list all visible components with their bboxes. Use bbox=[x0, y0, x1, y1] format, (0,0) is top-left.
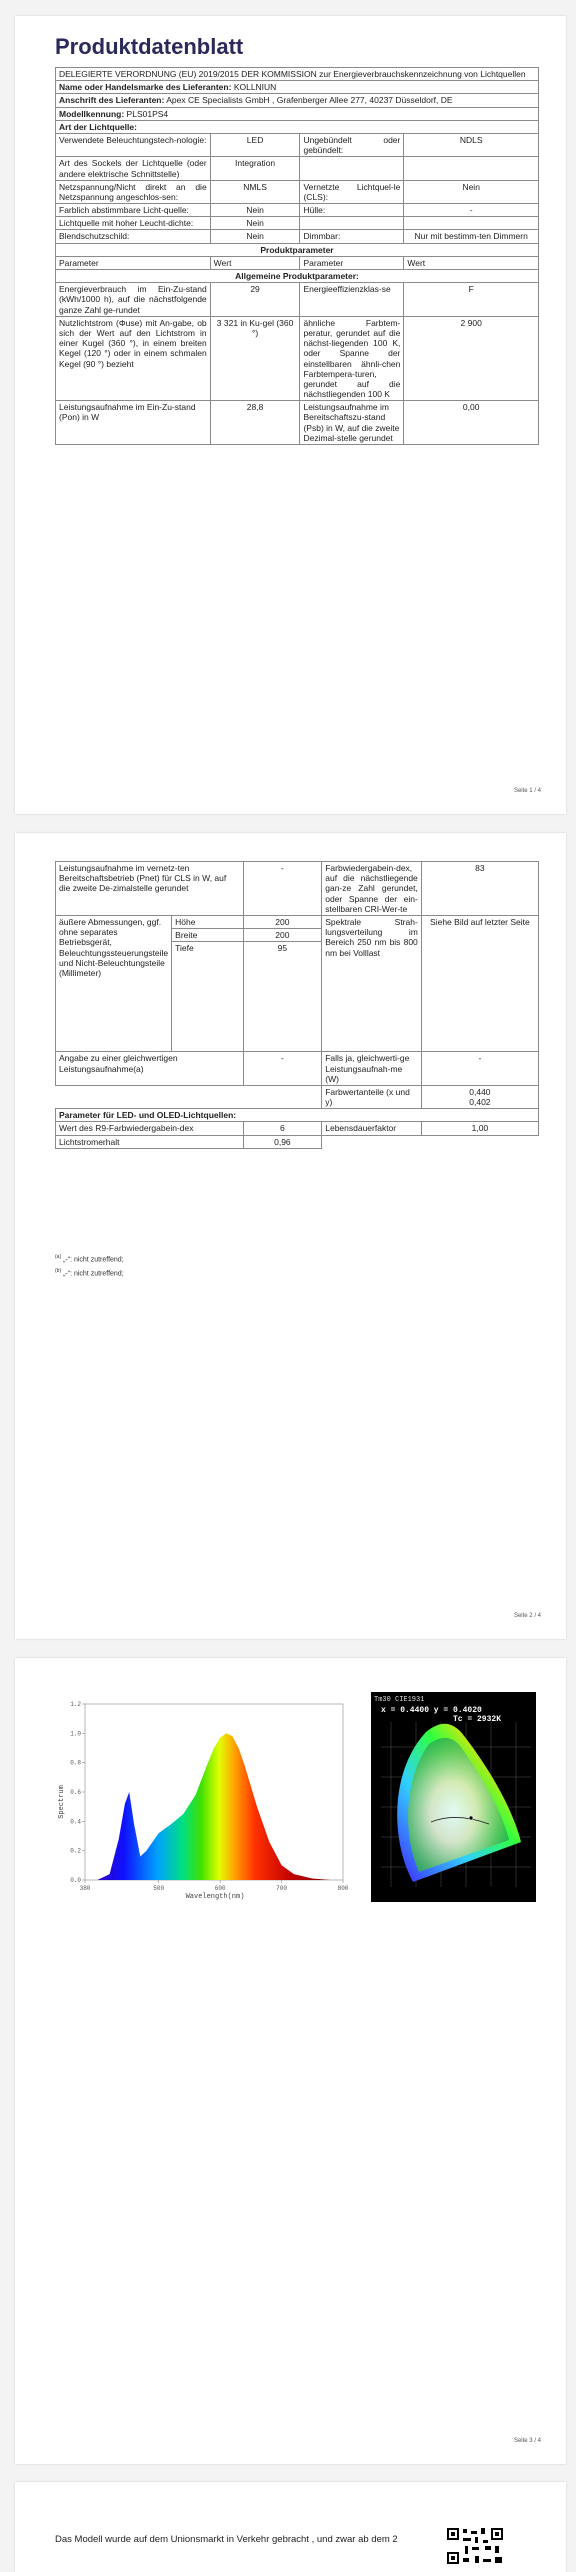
dim-name: Breite bbox=[172, 929, 243, 942]
cie-diagram bbox=[371, 1692, 536, 1902]
supplier-label: Name oder Handelsmarke des Lieferanten: bbox=[59, 82, 232, 93]
param-value: 28,8 bbox=[210, 401, 300, 445]
light-type-label: Netzspannung/Nicht direkt an die Netzspannung angeschlos-sen: bbox=[56, 180, 211, 203]
table-header-row bbox=[56, 256, 539, 269]
led-params-header: Parameter für LED- und OLED-Lichtquellen: bbox=[56, 1109, 539, 1122]
params-table-continued bbox=[55, 861, 539, 1149]
page-number: Seite 1 / 4 bbox=[513, 788, 541, 794]
equiv-value: - bbox=[243, 1052, 322, 1086]
r9-label: Wert des R9-Farbwiedergabein-dex bbox=[56, 1122, 244, 1135]
supplier-row bbox=[56, 81, 539, 94]
spectral-label: Spektrale Strah-lungsverteilung im Bereich 250 nm bis 800 nm bei Volllast bbox=[322, 915, 422, 1051]
dim-value: 95 bbox=[243, 942, 322, 1052]
param-value: 83 bbox=[421, 862, 538, 916]
market-date-text: Das Modell wurde auf dem Unionsmarkt in Verkehr gebracht , und zwar ab dem 2 bbox=[55, 2534, 398, 2545]
maint-value: 0,96 bbox=[243, 1135, 322, 1148]
address-row bbox=[56, 94, 539, 107]
x-tick-label: 800 bbox=[337, 1885, 349, 1892]
table-row bbox=[56, 230, 539, 243]
table-row bbox=[56, 1052, 539, 1086]
param-label: Leistungsaufnahme im vernetz-ten Bereitschaftsbetrieb (Pnet) für CLS in W, auf die zweite De-zimalstelle gerundet bbox=[56, 862, 244, 916]
page-4 bbox=[15, 2482, 566, 2572]
dim-name: Höhe bbox=[172, 915, 243, 928]
model-row bbox=[56, 107, 539, 120]
light-type-value: Nein bbox=[210, 204, 300, 217]
supplier-table bbox=[55, 67, 539, 445]
model-value: PLS01PS4 bbox=[126, 108, 169, 119]
param-label: Farbwiedergabein-dex, auf die nächstliegende gan-ze Zahl gerundet, oder Spanne der ein-stellbaren CRI-Wer-te bbox=[322, 862, 422, 916]
dims-label: äußere Abmessungen, ggf. ohne separates Betriebsgerät, Beleuchtungssteuerungsteile und Nicht-Beleuchtungsteile (Millimeter) bbox=[56, 915, 172, 1051]
equiv-value: - bbox=[421, 1052, 538, 1086]
footnote-a: $^{(a)}$ „-“: nicht zutreffend; bbox=[55, 1254, 124, 1264]
footnote-b: $^{(b)}$ „-“: nicht zutreffend; bbox=[55, 1268, 124, 1278]
page-2 bbox=[15, 833, 566, 1639]
x-tick-label: 600 bbox=[214, 1885, 226, 1892]
light-type-label: Vernetzte Lichtquel-le (CLS): bbox=[300, 180, 404, 203]
light-type-value: NDLS bbox=[404, 133, 539, 156]
supplier-value: KOLLNIUN bbox=[233, 82, 277, 93]
cie-title: Tm30 CIE1931 bbox=[374, 1696, 425, 1704]
spectrum-ylabel: Spectrum bbox=[58, 1785, 66, 1819]
col-header: Parameter bbox=[56, 256, 211, 269]
page-3 bbox=[15, 1658, 566, 2464]
spectral-value: Siehe Bild auf letzter Seite bbox=[421, 915, 538, 1051]
table-row bbox=[56, 1122, 539, 1135]
col-header: Wert bbox=[210, 256, 300, 269]
address-label: Anschrift des Lieferanten: bbox=[59, 95, 165, 106]
spectrum-xlabel: Wavelength(nm) bbox=[185, 1893, 245, 1901]
col-header: Wert bbox=[404, 256, 539, 269]
param-label: Energieverbrauch im Ein-Zu-stand (kWh/1000 h), auf die nächstfolgende ganze Zahl ge-rundet bbox=[56, 283, 211, 317]
param-value: - bbox=[243, 862, 322, 916]
light-type-label: Dimmbar: bbox=[300, 230, 404, 243]
table-row bbox=[56, 133, 539, 156]
light-type-value: Nein bbox=[404, 180, 539, 203]
x-tick-label: 380 bbox=[79, 1885, 91, 1892]
light-type-value: Integration bbox=[210, 157, 300, 180]
table-row bbox=[56, 401, 539, 445]
param-value: 29 bbox=[210, 283, 300, 317]
x-tick-label: 700 bbox=[276, 1885, 287, 1892]
table-row bbox=[56, 204, 539, 217]
r9-value: 6 bbox=[243, 1122, 322, 1135]
param-value: 3 321 in Ku-gel (360 °) bbox=[210, 316, 300, 401]
light-type-label: Verwendete Beleuchtungstech-nologie: bbox=[56, 133, 211, 156]
param-value: 0,00 bbox=[404, 401, 539, 445]
chroma-x: 0,440 bbox=[469, 1086, 491, 1097]
light-type-label bbox=[300, 217, 404, 230]
x-tick-label: 500 bbox=[153, 1885, 165, 1892]
footnote-text: „-“: nicht zutreffend; bbox=[63, 1270, 124, 1278]
col-header: Parameter bbox=[300, 256, 404, 269]
page-1 bbox=[15, 16, 566, 814]
light-type-label: Blendschutzschild: bbox=[56, 230, 211, 243]
life-label: Lebensdauerfaktor bbox=[322, 1122, 422, 1135]
footnote-text: „-“: nicht zutreffend; bbox=[63, 1256, 124, 1264]
maint-label: Lichtstromerhalt bbox=[56, 1135, 244, 1148]
regulation-text: DELEGIERTE VERORDNUNG (EU) 2019/2015 DER KOMMISSION zur Energieverbrauchskennzeichnung von Lichtquellen bbox=[56, 68, 539, 81]
table-row bbox=[56, 217, 539, 230]
chroma-value bbox=[421, 1085, 538, 1108]
cie-readout-xy: x = 0.4400 y = 0.4020 bbox=[381, 1706, 482, 1715]
light-type-header: Art der Lichtquelle: bbox=[56, 120, 539, 133]
chroma-label: Farbwertanteile (x und y) bbox=[322, 1085, 422, 1108]
light-type-label: Ungebündelt oder gebündelt: bbox=[300, 133, 404, 156]
param-label: Leistungsaufnahme im Ein-Zu-stand (Pon) in W bbox=[56, 401, 211, 445]
light-type-value bbox=[404, 217, 539, 230]
y-tick-label: 0.4 bbox=[70, 1818, 81, 1826]
param-label: Leistungsaufnahme im Bereitschaftszu-stand (Psb) in W, auf die zweite Dezimal-stelle gerundet bbox=[300, 401, 404, 445]
dim-name: Tiefe bbox=[172, 942, 243, 1052]
spectrum-chart bbox=[55, 1692, 355, 1902]
table-row bbox=[56, 862, 539, 916]
light-type-label: Farblich abstimmbare Licht-quelle: bbox=[56, 204, 211, 217]
table-row bbox=[56, 1135, 539, 1148]
page-number: Seite 2 / 4 bbox=[513, 1613, 541, 1619]
page-number: Seite 3 / 4 bbox=[513, 2438, 541, 2444]
qr-code-icon bbox=[445, 2526, 505, 2566]
y-tick-label: 1.2 bbox=[70, 1701, 81, 1708]
table-row bbox=[56, 316, 539, 401]
param-value: 2 900 bbox=[404, 316, 539, 401]
light-type-value: - bbox=[404, 204, 539, 217]
chroma-y: 0,402 bbox=[469, 1097, 491, 1108]
table-row bbox=[56, 157, 539, 180]
table-row bbox=[56, 915, 539, 928]
table-row bbox=[56, 283, 539, 317]
general-params-header: Allgemeine Produktparameter: bbox=[56, 270, 539, 283]
table-row bbox=[56, 1085, 539, 1108]
light-type-label: Lichtquelle mit hoher Leucht-dichte: bbox=[56, 217, 211, 230]
dim-value: 200 bbox=[243, 929, 322, 942]
light-type-label: Hülle: bbox=[300, 204, 404, 217]
param-value: F bbox=[404, 283, 539, 317]
y-tick-label: 0.8 bbox=[70, 1759, 81, 1767]
y-tick-label: 0.0 bbox=[70, 1877, 81, 1884]
light-type-value: NMLS bbox=[210, 180, 300, 203]
equiv-label: Angabe zu einer gleichwertigen Leistungsaufnahme(a) bbox=[56, 1052, 244, 1086]
y-tick-label: 0.2 bbox=[70, 1847, 81, 1855]
y-tick-label: 0.6 bbox=[70, 1789, 81, 1796]
equiv-label: Falls ja, gleichwerti-ge Leistungsaufnah-me (W) bbox=[322, 1052, 422, 1086]
light-type-value: Nein bbox=[210, 217, 300, 230]
light-type-label: Art des Sockels der Lichtquelle (oder andere elektrische Schnittstelle) bbox=[56, 157, 211, 180]
light-type-value: Nur mit bestimm-ten Dimmern bbox=[404, 230, 539, 243]
table-row bbox=[56, 180, 539, 203]
cie-point-marker bbox=[469, 1816, 473, 1820]
y-tick-label: 1.0 bbox=[70, 1730, 81, 1738]
param-label: ähnliche Farbtem-peratur, gerundet auf die nächst-liegenden 100 K, oder Spanne der einstellbaren ähnli-chen Farbtempera-turen, gerundet auf die nächstliegenden 100 K bbox=[300, 316, 404, 401]
light-type-label bbox=[300, 157, 404, 180]
param-label: Energieeffizienzklas-se bbox=[300, 283, 404, 317]
life-value: 1,00 bbox=[421, 1122, 538, 1135]
light-type-value: LED bbox=[210, 133, 300, 156]
document-title: Produktdatenblatt bbox=[55, 34, 244, 59]
dim-value: 200 bbox=[243, 915, 322, 928]
light-type-value: Nein bbox=[210, 230, 300, 243]
params-header: Produktparameter bbox=[56, 243, 539, 256]
model-label: Modellkennung: bbox=[59, 108, 125, 119]
cie-readout-tc: Tc = 2932K bbox=[453, 1715, 502, 1724]
param-label: Nutzlichtstrom (Φuse) mit An-gabe, ob sich der Wert auf den Lichtstrom in einer Kugel (360 °), in einem breiten Kegel (120 °) oder in einem schmalen Kegel (90 °) bezieht bbox=[56, 316, 211, 401]
address-value: Apex CE Specialists GmbH , Grafenberger Allee 277, 40237 Düsseldorf, DE bbox=[166, 95, 453, 106]
light-type-value bbox=[404, 157, 539, 180]
